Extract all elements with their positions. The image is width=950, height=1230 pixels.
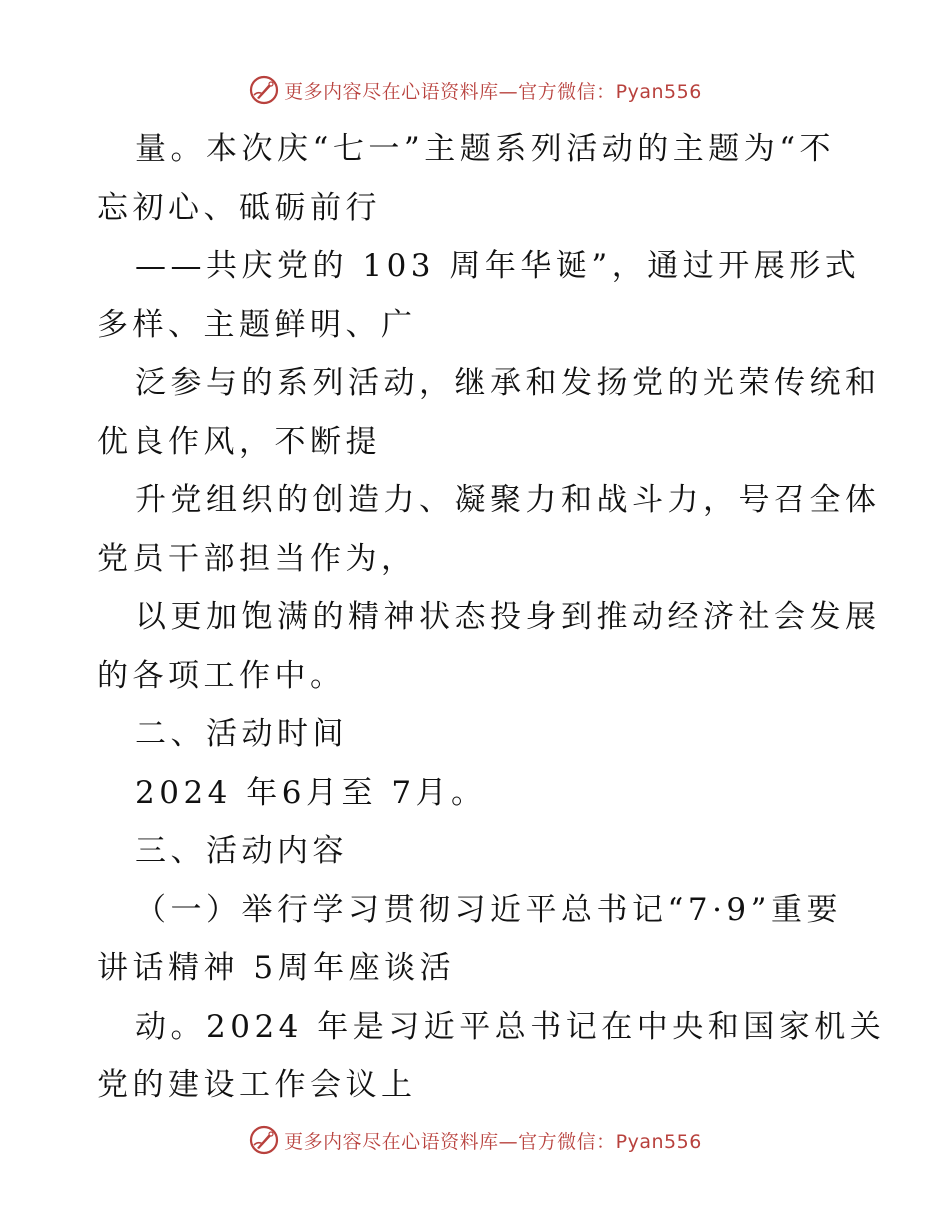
footer-banner-text: 更多内容尽在心语资料库—官方微信：Pyan556 — [284, 1130, 702, 1153]
body-line: 量。本次庆“七一”主题系列活动的主题为“不 — [135, 131, 836, 167]
body-line: 忘初心、砥砺前行 — [97, 189, 381, 226]
body-line: 多样、主题鲜明、广 — [97, 306, 417, 343]
body-line: 泛参与的系列活动，继承和发扬党的光荣传统和 — [135, 365, 881, 401]
document-body — [97, 120, 886, 1115]
header-banner-text: 更多内容尽在心语资料库—官方微信：Pyan556 — [284, 80, 702, 103]
body-line: 党员干部担当作为， — [97, 540, 417, 577]
quill-pen-logo-icon — [248, 1124, 280, 1156]
quill-pen-logo-icon — [248, 74, 280, 106]
body-line: 优良作风，不断提 — [97, 423, 381, 460]
section-heading: 三、活动内容 — [135, 833, 348, 869]
footer-banner — [0, 1120, 950, 1160]
section-heading: 二、活动时间 — [135, 716, 348, 752]
subsection-heading: （一）举行学习贯彻习近平总书记“7·9”重要 — [135, 891, 842, 928]
body-line: ——共庆党的 103 周年华诞”，通过开展形式 — [135, 248, 861, 284]
body-line: 党的建设工作会议上 — [97, 1067, 417, 1103]
body-line: 2024 年6月至 7月。 — [135, 774, 487, 811]
header-banner — [0, 70, 950, 110]
body-line: 升党组织的创造力、凝聚力和战斗力，号召全体 — [135, 482, 881, 518]
body-line: 的各项工作中。 — [97, 657, 346, 694]
body-line: 讲话精神 5周年座谈活 — [97, 950, 456, 986]
body-line: 动。2024 年是习近平总书记在中央和国家机关 — [135, 1008, 886, 1045]
body-line: 以更加饱满的精神状态投身到推动经济社会发展 — [135, 599, 881, 635]
